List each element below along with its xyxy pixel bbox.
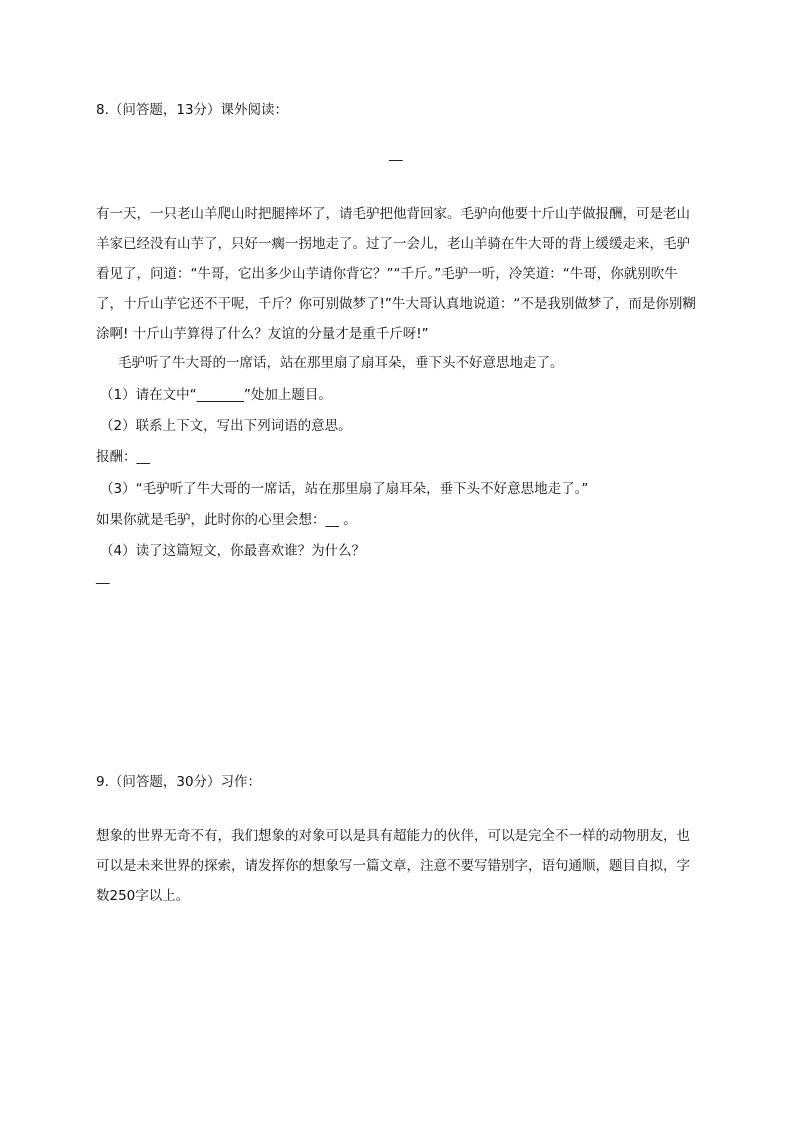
question-9-title: 9.（问答题，30分）习作： (96, 774, 262, 790)
sub-question-2-word: 报酬：__ (96, 449, 150, 465)
title-blank: __ (389, 146, 403, 162)
sub-question-3-quote: （3）“毛驴听了牛大哥的一席话，站在那里扇了扇耳朵，垂下头不好意思地走了。” (100, 481, 589, 497)
writing-prompt: 想象的世界无奇不有，我们想象的对象可以是具有超能力的伙伴，可以是完全不一样的动物朋友，也可以是未来世界的探索，请发挥你的想象写一篇文章，注意不要写错别字，语句通顺，题目自拟，字数250字以上。 (96, 828, 690, 904)
sub-question-4: （4）读了这篇短文，你最喜欢谁？为什么？ (100, 543, 366, 559)
question-8-title: 8.（问答题，13分）课外阅读： (96, 102, 289, 118)
sub-question-1: （1）请在文中“_______”处加上题目。 (100, 387, 332, 403)
sub-question-2: （2）联系上下文，写出下列词语的意思。 (100, 418, 352, 434)
sub-question-3-prompt: 如果你就是毛驴，此时你的心里会想：__ 。 (96, 512, 357, 528)
story-paragraph-1: 有一天，一只老山羊爬山时把腿摔坏了，请毛驴把他背回家。毛驴向他要十斤山芋做报酬，可是老山羊家已经没有山芋了，只好一瘸一拐地走了。过了一会儿，老山羊骑在牛大哥的背上缓缓走来，毛驴看见了，问道：“牛哥，它出多少山芋请你背它？”“千斤。”毛驴一听，冷笑道：“牛哥，你就别吹牛了，十斤山芋它还不干呢，千斤？你可别做梦了!”牛大哥认真地说道：“不是我别做梦了，而是你别糊涂啊! 十斤山芋算得了什么？友谊的分量才是重千斤呀!” (96, 206, 696, 342)
answer-blank: __ (96, 569, 110, 585)
story-paragraph-2: 毛驴听了牛大哥的一席话，站在那里扇了扇耳朵，垂下头不好意思地走了。 (118, 355, 564, 371)
